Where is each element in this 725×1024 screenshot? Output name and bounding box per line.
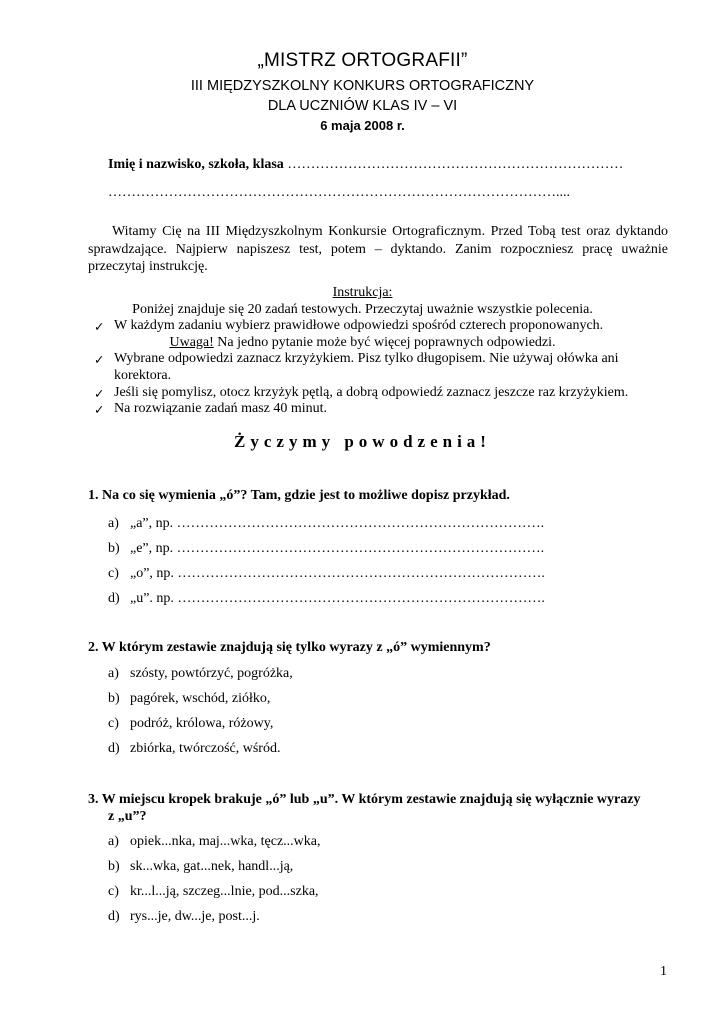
instruction-bullet-1: W każdym zadaniu wybierz prawidłowe odpowiedzi spośród czterech proponowanych. <box>114 318 604 333</box>
question-3-cont: z „u”? <box>108 809 147 824</box>
check-icon: ✓ <box>94 386 105 401</box>
instruction-bullet-3: Jeśli się pomylisz, otocz krzyżyk pętlą, a dobrą odpowiedź zaznacz jeszcze raz krzyżykiem. <box>114 385 629 400</box>
q3-option-a: a) opiek...nka, maj...wka, tęcz...wka, <box>108 834 321 849</box>
student-info-row <box>108 157 623 173</box>
q1-option-c: c) „o”, np. ……………………………………………………………………. <box>108 566 545 581</box>
page-number: 1 <box>660 964 667 979</box>
student-info-label: Imię i nazwisko, szkoła, klasa <box>108 157 284 172</box>
intro-paragraph <box>88 223 668 276</box>
question-2: 2. W którym zestawie znajdują się tylko wyrazy z „ó” wymiennym? <box>88 640 491 655</box>
q3-option-d: d) rys...je, dw...je, post...j. <box>108 909 260 924</box>
q3-option-b: b) sk...wka, gat...nek, handl...ją, <box>108 859 294 874</box>
check-icon: ✓ <box>94 319 105 334</box>
intro-text: Witamy Cię na III Międzyszkolnym Konkursie Ortograficznym. Przed Tobą test oraz dyktando sprawdzające. Najpierw napiszesz test, potem – dyktando. Zanim rozpoczniesz pracę uważnie przeczytaj instrukcję. <box>88 224 668 274</box>
contest-date: 6 maja 2008 r. <box>320 118 405 133</box>
q2-option-b: b) pagórek, wschód, ziółko, <box>108 691 271 706</box>
instruction-bullet-4: Na rozwiązanie zadań masz 40 minut. <box>114 401 328 416</box>
student-info-dots: ……………………………………………………………… <box>287 157 624 172</box>
q3-option-c: c) kr...l...ją, szczeg...lnie, pod...szka, <box>108 884 319 899</box>
instruction-note <box>0 335 725 351</box>
q2-option-d: d) zbiórka, twórczość, wśród. <box>108 741 281 756</box>
instruction-bullet-2: Wybrane odpowiedzi zaznacz krzyżykiem. Pisz tylko długopisem. Nie używaj ołówka ani <box>114 351 619 366</box>
document-title: „MISTRZ ORTOGRAFII” <box>257 50 468 71</box>
instruction-bullet-2-cont: korektora. <box>114 368 172 383</box>
check-icon: ✓ <box>94 352 105 367</box>
good-luck-heading: Życzymy powodzenia! <box>234 432 491 451</box>
q1-option-b: b) „e”, np. ……………………………………………………………………. <box>108 541 545 556</box>
student-info-dots-2: …………………………………………………………………………………….... <box>108 185 570 200</box>
check-icon: ✓ <box>94 402 105 417</box>
q2-option-c: c) podróż, królowa, różowy, <box>108 716 274 731</box>
q1-option-a: a) „a”, np. ……………………………………………………………………. <box>108 516 545 531</box>
question-3: 3. W miejscu kropek brakuje „ó” lub „u”. W którym zestawie znajdują się wyłącznie wyrazy <box>88 792 641 807</box>
q2-option-a: a) szósty, powtórzyć, pogróżka, <box>108 666 293 681</box>
question-1: 1. Na co się wymienia „ó”? Tam, gdzie jest to możliwe dopisz przykład. <box>88 488 510 503</box>
q1-option-d: d) „u”. np. ……………………………………………………………………. <box>108 591 545 606</box>
instructions-heading: Instrukcja: <box>332 285 393 300</box>
instructions-line-1: Poniżej znajduje się 20 zadań testowych. Przeczytaj uważnie wszystkie polecenia. <box>132 302 593 317</box>
note-label: Uwaga! <box>169 335 214 350</box>
contest-name: III MIĘDZYSZKOLNY KONKURS ORTOGRAFICZNY <box>190 78 535 94</box>
note-text: Na jedno pytanie może być więcej poprawnych odpowiedzi. <box>213 335 556 350</box>
contest-audience: DLA UCZNIÓW KLAS IV – VI <box>267 98 458 114</box>
